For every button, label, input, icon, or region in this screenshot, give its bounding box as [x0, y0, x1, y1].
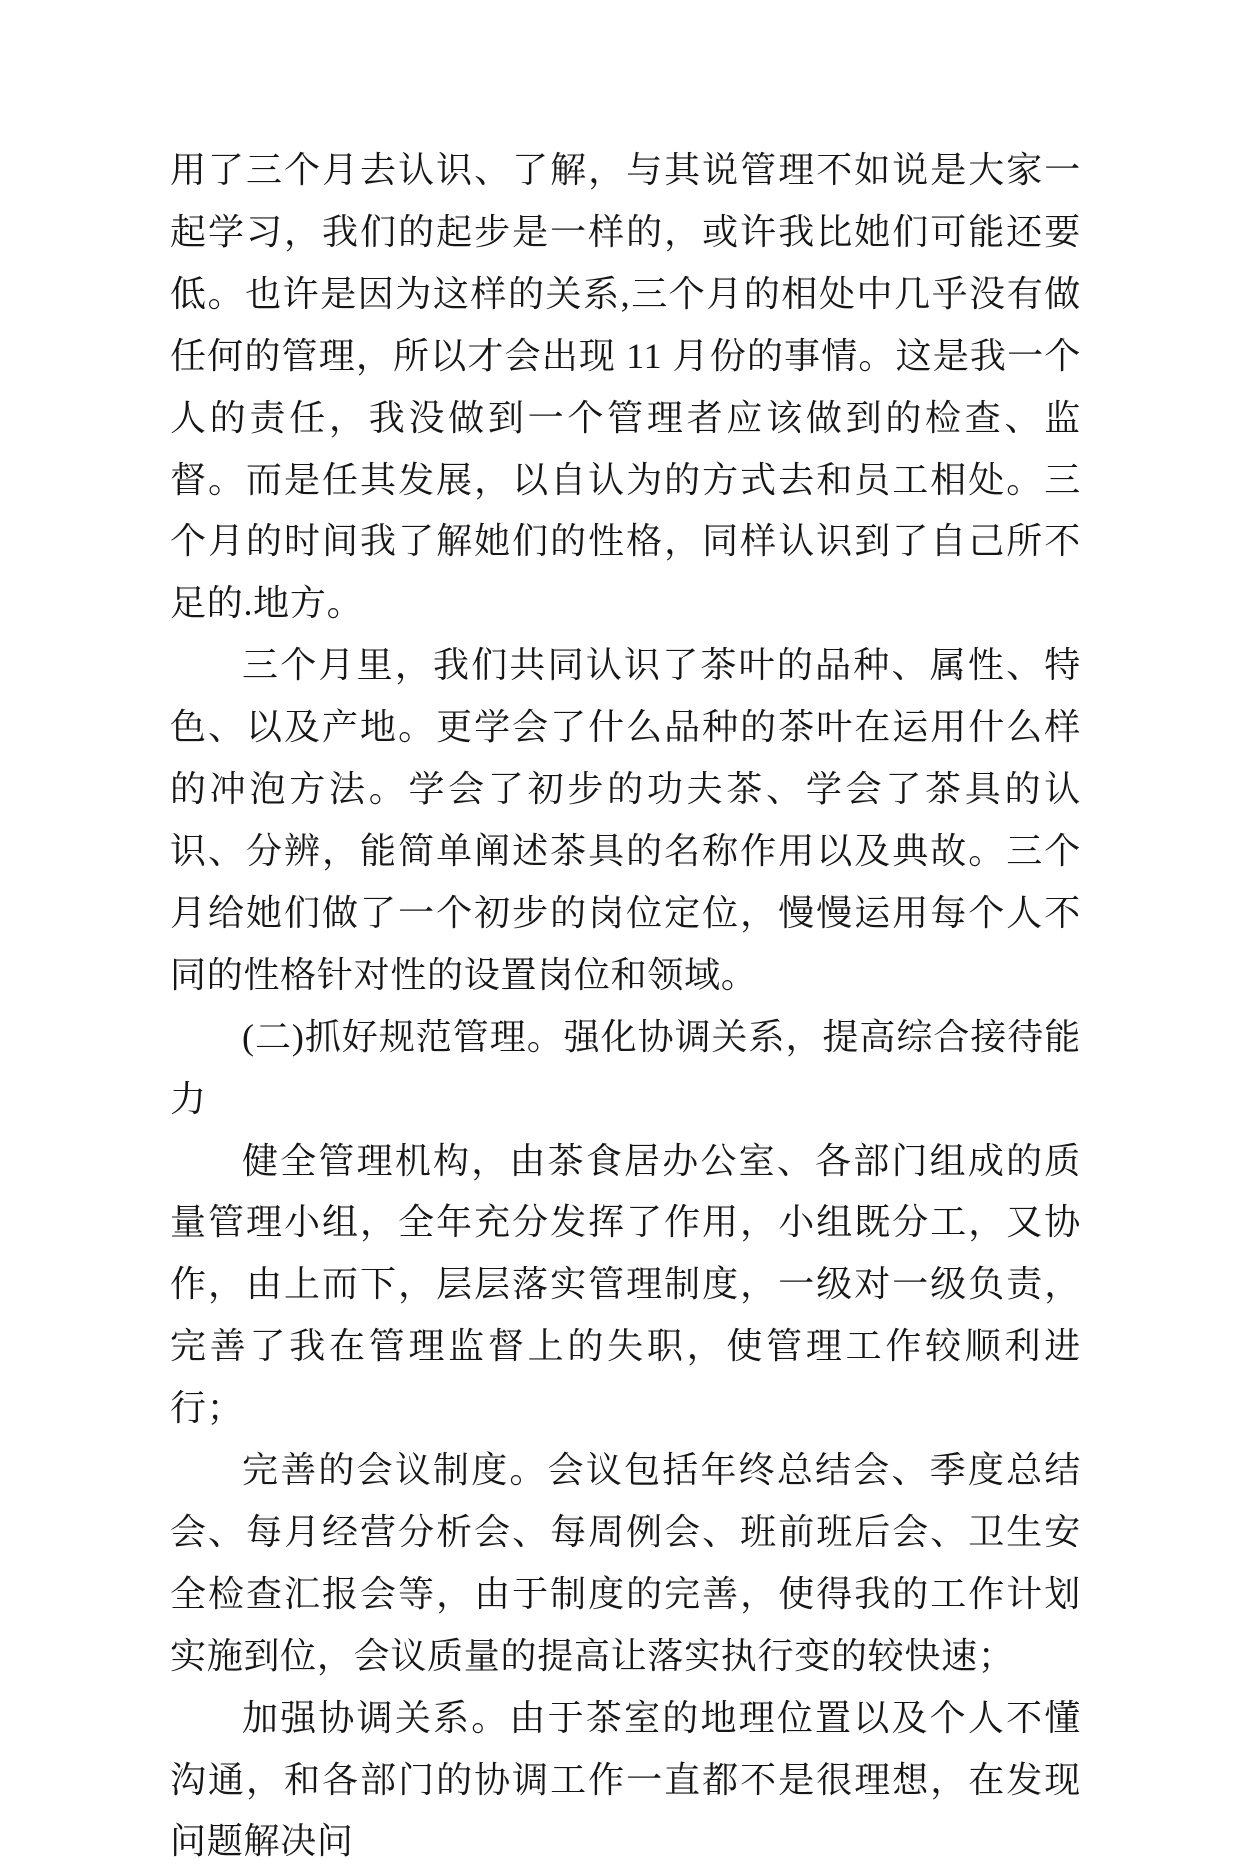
paragraph-2: 三个月里，我们共同认识了茶叶的品种、属性、特色、以及产地。更学会了什么品种的茶叶在运用什么样的冲泡方法。学会了初步的功夫茶、学会了茶具的认识、分辨，能简单阐述茶具的名称作用以及典故。三个月给她们做了一个初步的岗位定位，慢慢运用每个人不同的性格针对性的设置岗位和领域。	[170, 645, 1081, 995]
paragraph-4: 健全管理机构，由茶食居办公室、各部门组成的质量管理小组，全年充分发挥了作用，小组既分工，又协作，由上而下，层层落实管理制度，一级对一级负责， 完善了我在管理监督上的失职，使管理工作较顺利进行；	[170, 1140, 1081, 1429]
paragraph-5: 完善的会议制度。会议包括年终总结会、季度总结会、每月经营分析会、每周例会、班前班后会、卫生安全检查汇报会等，由于制度的完善，使得我的工作计划实施到位，会议质量的提高让落实执行变的较快速；	[170, 1450, 1081, 1676]
paragraph-3-heading: (二)抓好规范管理。强化协调关系，提高综合接待能力	[170, 1016, 1081, 1119]
paragraph-6: 加强协调关系。由于茶室的地理位置以及个人不懂沟通，和各部门的协调工作一直都不是很理想，在发现问题解决问	[170, 1697, 1081, 1862]
document-body	[170, 140, 1081, 1873]
paragraph-1: 用了三个月去认识、了解，与其说管理不如说是大家一起学习，我们的起步是一样的，或许我比她们可能还要低。也许是因为这样的关系,三个月的相处中几乎没有做任何的管理，所以才会出现 11 月份的事情。这是我一个人的责任，我没做到一个管理者应该做到的检查、监督。而是任其发展，以自认为的方式去和员工相处。三个月的时间我了解她们的性格，同样认识到了自己所不足的.地方。	[170, 150, 1081, 624]
